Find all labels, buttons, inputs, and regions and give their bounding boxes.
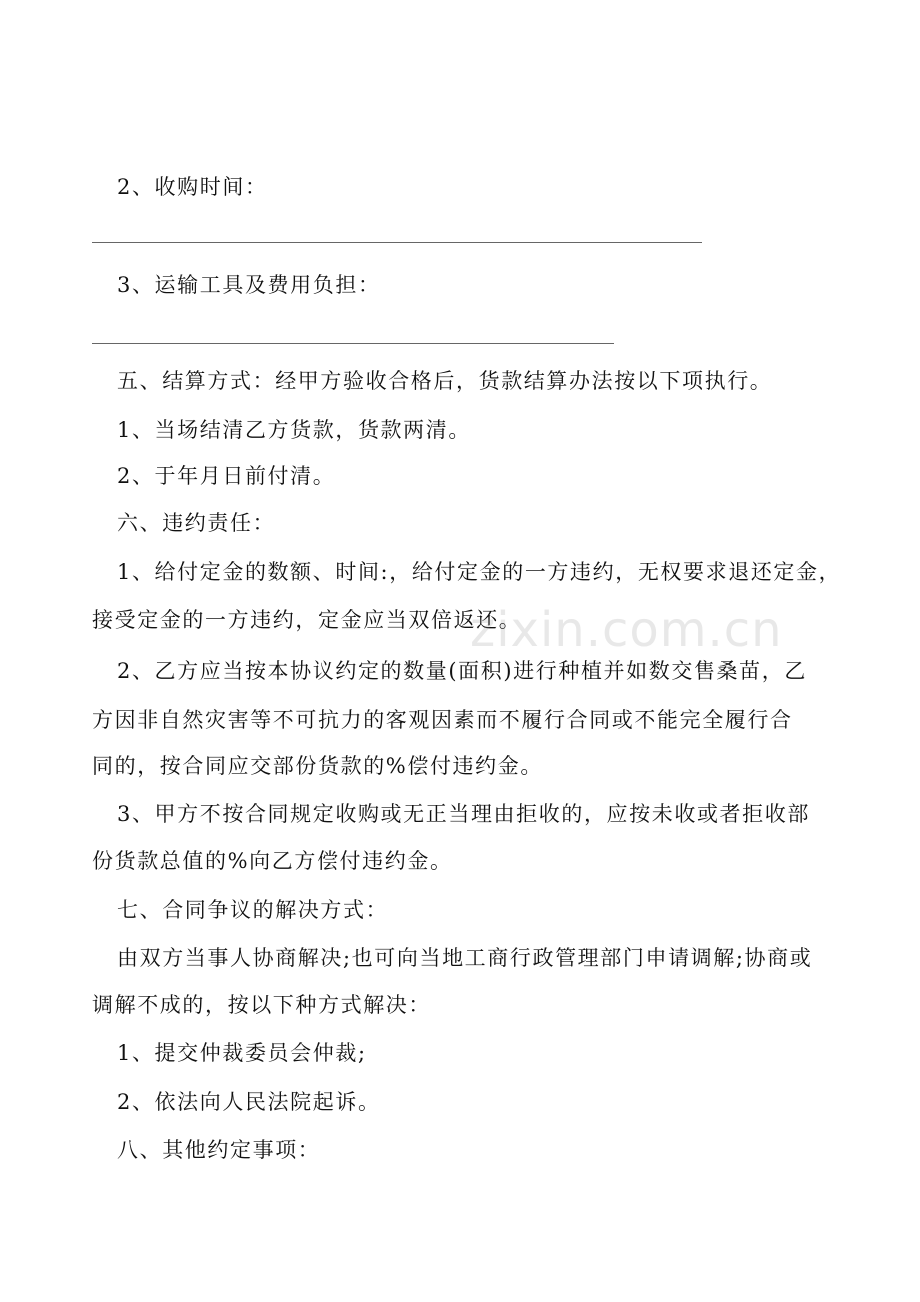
dispute-option-1: 1、提交仲裁委员会仲裁; xyxy=(117,1041,367,1065)
fill-in-blank-line xyxy=(92,343,614,344)
dispute-clause-line-1: 由双方当事人协商解决;也可向当地工商行政管理部门申请调解;协商或 xyxy=(117,946,813,970)
breach-clause-3-line-1: 3、甲方不按合同规定收购或无正当理由拒收的，应按未收或者拒收部 xyxy=(117,802,810,826)
dispute-option-2: 2、依法向人民法院起诉。 xyxy=(117,1090,381,1114)
breach-clause-3-line-2: 份货款总值的%向乙方偿付违约金。 xyxy=(92,849,453,873)
section-dispute-heading: 七、合同争议的解决方式： xyxy=(117,898,389,922)
section-breach-heading: 六、违约责任： xyxy=(117,511,276,535)
breach-clause-2-line-1: 2、乙方应当按本协议约定的数量(面积)进行种植并如数交售桑苗，乙 xyxy=(117,659,807,683)
site-watermark: zixin.com.cn xyxy=(470,602,783,658)
breach-clause-1-line-2: 接受定金的一方违约，定金应当双倍返还。 xyxy=(92,608,522,632)
breach-clause-2-line-2: 方因非自然灾害等不可抗力的客观因素而不履行合同或不能完全履行合 xyxy=(92,708,793,732)
settlement-option-2: 2、于年月日前付清。 xyxy=(117,464,336,488)
clause-purchase-time: 2、收购时间： xyxy=(117,175,268,199)
breach-clause-2-line-3: 同的，按合同应交部份货款的%偿付违约金。 xyxy=(92,754,543,778)
clause-transport-cost: 3、运输工具及费用负担： xyxy=(117,273,381,297)
section-settlement-heading: 五、结算方式：经甲方验收合格后，货款结算办法按以下项执行。 xyxy=(117,369,773,393)
fill-in-blank-line xyxy=(92,242,702,243)
dispute-clause-line-2: 调解不成的，按以下种方式解决： xyxy=(92,993,431,1017)
breach-clause-1-line-1: 1、给付定金的数额、时间:，给付定金的一方违约，无权要求退还定金， xyxy=(117,560,842,584)
settlement-option-1: 1、当场结清乙方货款，货款两清。 xyxy=(117,418,471,442)
section-other-terms-heading: 八、其他约定事项： xyxy=(117,1138,321,1162)
